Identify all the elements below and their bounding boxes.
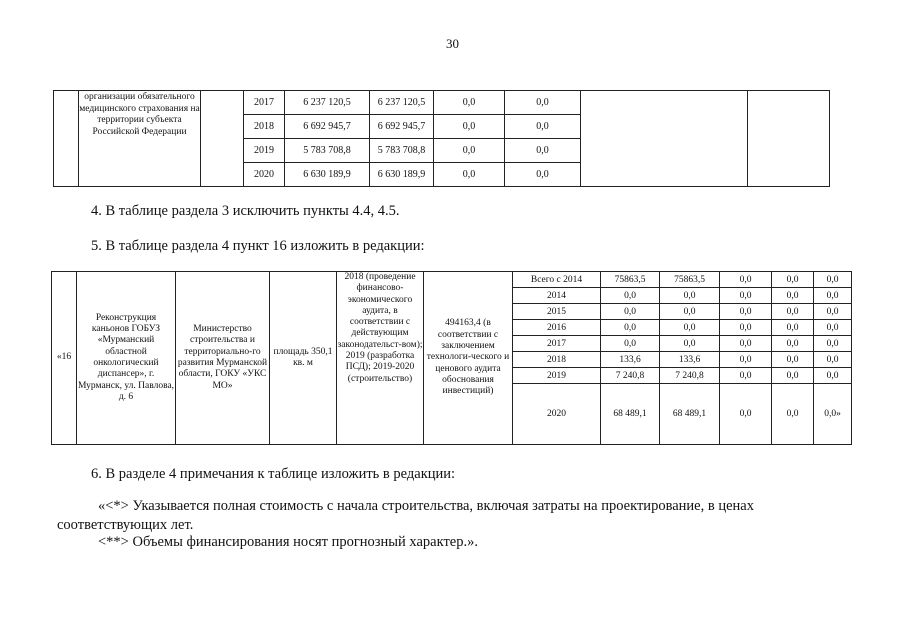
- value-cell: 0,0: [772, 320, 814, 336]
- value-cell: 6 630 189,9: [370, 163, 434, 187]
- note-2: <**> Объемы финансирования носят прогнозный характер.».: [98, 534, 478, 550]
- value-cell: 0,0: [720, 352, 772, 368]
- value-cell: 5 783 708,8: [285, 139, 370, 163]
- value-cell: 7 240,8: [660, 368, 720, 384]
- value-cell: 133,6: [660, 352, 720, 368]
- year-cell: 2018: [244, 115, 285, 139]
- year-cell: Всего с 2014: [513, 272, 601, 288]
- description-cell: организации обязательного медицинского страхования на территории субъекта Российской Федерации: [79, 91, 201, 187]
- value-cell: 0,0: [720, 336, 772, 352]
- value-cell: 6 237 120,5: [370, 91, 434, 115]
- cost-cell: 494163,4 (в соответствии с заключением технологи-ческого и ценового аудита обоснования инвестиций): [424, 272, 513, 445]
- value-cell: 0,0: [505, 91, 581, 115]
- page-number: 30: [446, 36, 459, 51]
- value-cell: 0,0: [601, 336, 660, 352]
- value-cell: 6 630 189,9: [285, 163, 370, 187]
- paragraph-5: 5. В таблице раздела 4 пункт 16 изложить в редакции:: [91, 238, 425, 254]
- paragraph-6: 6. В разделе 4 примечания к таблице изложить в редакции:: [91, 466, 456, 482]
- value-cell: 5 783 708,8: [370, 139, 434, 163]
- value-cell: 0,0: [720, 368, 772, 384]
- period-cell: 2018 (проведение финансово-экономического аудита, в соответствии с действующим законодательст-вом); 2019 (разработка ПСД); 2019-2020 (строительство): [337, 272, 424, 445]
- item-number-cell: «16: [52, 272, 77, 445]
- value-cell: 0,0: [720, 272, 772, 288]
- year-cell: 2014: [513, 288, 601, 304]
- value-cell: 6 692 945,7: [370, 115, 434, 139]
- value-cell: 0,0: [660, 288, 720, 304]
- value-cell: 7 240,8: [601, 368, 660, 384]
- year-cell: 2017: [513, 336, 601, 352]
- value-cell: 68 489,1: [660, 384, 720, 445]
- value-cell: 0,0: [505, 139, 581, 163]
- value-cell: 0,0: [601, 320, 660, 336]
- value-cell: 133,6: [601, 352, 660, 368]
- value-cell: 75863,5: [601, 272, 660, 288]
- year-cell: 2020: [244, 163, 285, 187]
- value-cell: 0,0: [720, 320, 772, 336]
- value-cell: 0,0: [772, 384, 814, 445]
- value-cell: 0,0: [814, 272, 852, 288]
- value-cell: 0,0: [505, 163, 581, 187]
- value-cell: 6 692 945,7: [285, 115, 370, 139]
- year-cell: 2018: [513, 352, 601, 368]
- value-cell: 75863,5: [660, 272, 720, 288]
- value-cell: 0,0: [814, 352, 852, 368]
- value-cell: 0,0: [434, 91, 505, 115]
- note-1: «<*> Указывается полная стоимость с начала строительства, включая затраты на проектирование, в ценах соответствующих лет.: [57, 498, 754, 533]
- value-cell: 0,0: [814, 288, 852, 304]
- value-cell: 0,0: [772, 304, 814, 320]
- value-cell: 0,0: [660, 320, 720, 336]
- value-cell: 0,0: [434, 163, 505, 187]
- value-cell: 0,0: [772, 352, 814, 368]
- value-cell: 0,0: [505, 115, 581, 139]
- year-cell: 2019: [513, 368, 601, 384]
- area-cell: площадь 350,1 кв. м: [270, 272, 337, 445]
- value-cell: 0,0: [660, 304, 720, 320]
- value-cell: 0,0: [660, 336, 720, 352]
- customer-cell: Министерство строительства и территориально-го развития Мурманской области, ГОКУ «УКС МО»: [176, 272, 270, 445]
- year-cell: 2015: [513, 304, 601, 320]
- value-cell: 0,0: [434, 139, 505, 163]
- value-cell: 0,0: [720, 384, 772, 445]
- value-cell: 0,0: [772, 368, 814, 384]
- item-16-table: [51, 271, 852, 445]
- value-cell: 0,0»: [814, 384, 852, 445]
- paragraph-4: 4. В таблице раздела 3 исключить пункты 4.4, 4.5.: [91, 203, 400, 219]
- value-cell: 0,0: [772, 272, 814, 288]
- funding-table-fragment: [53, 90, 830, 187]
- object-cell: Реконструкция каньонов ГОБУЗ «Мурманский областной онкологический диспансер», г. Мурманск, ул. Павлова, д. 6: [77, 272, 176, 445]
- value-cell: 0,0: [772, 288, 814, 304]
- year-cell: 2020: [513, 384, 601, 445]
- year-cell: 2016: [513, 320, 601, 336]
- value-cell: 0,0: [720, 304, 772, 320]
- year-cell: 2017: [244, 91, 285, 115]
- value-cell: 6 237 120,5: [285, 91, 370, 115]
- value-cell: 0,0: [434, 115, 505, 139]
- value-cell: 0,0: [601, 304, 660, 320]
- value-cell: 0,0: [814, 336, 852, 352]
- value-cell: 0,0: [814, 320, 852, 336]
- table-row: [54, 91, 830, 115]
- year-cell: 2019: [244, 139, 285, 163]
- value-cell: 0,0: [720, 288, 772, 304]
- value-cell: 0,0: [772, 336, 814, 352]
- value-cell: 68 489,1: [601, 384, 660, 445]
- value-cell: 0,0: [814, 368, 852, 384]
- value-cell: 0,0: [814, 304, 852, 320]
- table-row: [52, 272, 852, 288]
- value-cell: 0,0: [601, 288, 660, 304]
